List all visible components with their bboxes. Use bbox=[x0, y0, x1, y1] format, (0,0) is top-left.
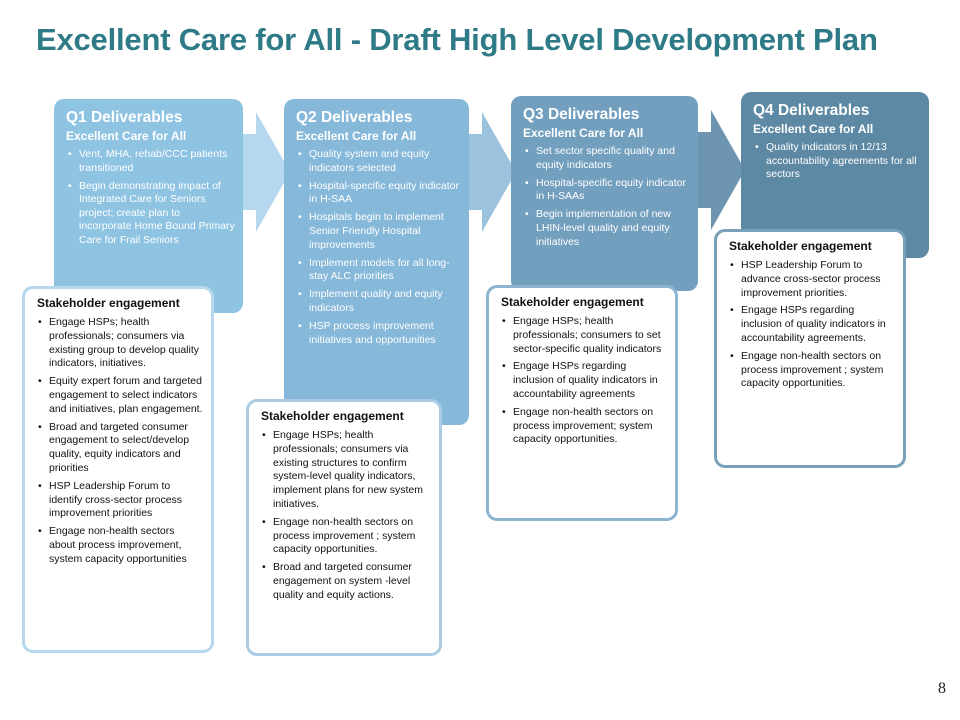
list-item: • Quality indicators in 12/13 accountability agreements for all sectors bbox=[753, 141, 921, 182]
arrow-right-icon bbox=[695, 110, 747, 230]
q3-stakeholder-list bbox=[501, 315, 667, 447]
q2-heading: Q2 Deliverables bbox=[296, 109, 413, 126]
list-item: • Begin demonstrating impact of Integrated Care for Seniors project; create plan to incorporate Home Bound Primary Care for Frail Seniors bbox=[66, 180, 235, 248]
q4-list bbox=[753, 141, 921, 182]
q1-stakeholder-box bbox=[22, 286, 214, 653]
q2-stakeholder-list bbox=[261, 429, 431, 603]
list-item: • HSP process improvement initiatives and opportunities bbox=[296, 320, 461, 347]
list-item: • Hospitals begin to implement Senior Friendly Hospital improvements bbox=[296, 211, 461, 252]
q2-stakeholder-box bbox=[246, 399, 442, 656]
q1-stakeholder-list bbox=[37, 316, 203, 567]
list-item: • Quality system and equity indicators selected bbox=[296, 148, 461, 175]
list-item: • Engage HSPs regarding inclusion of quality indicators in accountability agreements bbox=[501, 360, 667, 401]
page-number: 8 bbox=[938, 680, 946, 697]
q4-stakeholder-heading: Stakeholder engagement bbox=[729, 239, 872, 253]
list-item: • Equity expert forum and targeted engagement to select indicators and initiatives, plan engagement. bbox=[37, 375, 203, 416]
q4-subheading: Excellent Care for All bbox=[753, 122, 874, 136]
list-item: • HSP Leadership Forum to advance cross-sector process improvement priorities. bbox=[729, 259, 895, 300]
list-item: • Engage non-health sectors on process improvement; system capacity opportunities. bbox=[501, 406, 667, 447]
list-item: • Begin implementation of new LHIN-level quality and equity initiatives bbox=[523, 208, 690, 249]
q2-deliverables-box bbox=[284, 99, 469, 425]
list-item: • Implement quality and equity indicators bbox=[296, 288, 461, 315]
list-item: • Broad and targeted consumer engagement on system -level quality and equity actions. bbox=[261, 561, 431, 602]
q2-stakeholder-heading: Stakeholder engagement bbox=[261, 409, 404, 423]
q4-heading: Q4 Deliverables bbox=[753, 102, 870, 119]
q1-subheading: Excellent Care for All bbox=[66, 129, 187, 143]
q3-list bbox=[523, 145, 690, 249]
q3-stakeholder-box bbox=[486, 285, 678, 521]
list-item: • Hospital-specific equity indicator in H-SAAs bbox=[523, 177, 690, 204]
q4-stakeholder-box bbox=[714, 229, 906, 468]
q1-list bbox=[66, 148, 235, 248]
list-item: • Broad and targeted consumer engagement to select/develop quality, equity indicators and priorities bbox=[37, 421, 203, 476]
list-item: • Engage non-health sectors on process improvement ; system capacity opportunities. bbox=[729, 350, 895, 391]
list-item: • Engage HSPs; health professionals; consumers via existing structures to confirm system-level quality indicators, implement plans for new system initiatives. bbox=[261, 429, 431, 512]
list-item: • HSP Leadership Forum to identify cross-sector process improvement priorities bbox=[37, 480, 203, 521]
q3-heading: Q3 Deliverables bbox=[523, 106, 640, 123]
q1-deliverables-box bbox=[54, 99, 243, 313]
q3-stakeholder-heading: Stakeholder engagement bbox=[501, 295, 644, 309]
q1-heading: Q1 Deliverables bbox=[66, 109, 183, 126]
q3-deliverables-box bbox=[511, 96, 698, 291]
q2-subheading: Excellent Care for All bbox=[296, 129, 417, 143]
q4-stakeholder-list bbox=[729, 259, 895, 391]
q3-subheading: Excellent Care for All bbox=[523, 126, 644, 140]
list-item: • Engage HSPs; health professionals; consumers via existing group to develop quality indicators, initiatives. bbox=[37, 316, 203, 371]
page-title: Excellent Care for All - Draft High Level Development Plan bbox=[36, 22, 878, 57]
list-item: • Engage non-health sectors about process improvement, system capacity opportunities bbox=[37, 525, 203, 566]
list-item: • Vent, MHA, rehab/CCC patients transitioned bbox=[66, 148, 235, 175]
q1-stakeholder-heading: Stakeholder engagement bbox=[37, 296, 180, 310]
list-item: • Engage HSPs; health professionals; consumers to set sector-specific quality indicators bbox=[501, 315, 667, 356]
list-item: • Engage non-health sectors on process improvement ; system capacity opportunities. bbox=[261, 516, 431, 557]
list-item: • Set sector specific quality and equity indicators bbox=[523, 145, 690, 172]
q2-list bbox=[296, 148, 461, 347]
list-item: • Implement models for all long-stay ALC priorities bbox=[296, 257, 461, 284]
list-item: • Hospital-specific equity indicator in H-SAA bbox=[296, 180, 461, 207]
list-item: • Engage HSPs regarding inclusion of quality indicators in accountability agreements. bbox=[729, 304, 895, 345]
